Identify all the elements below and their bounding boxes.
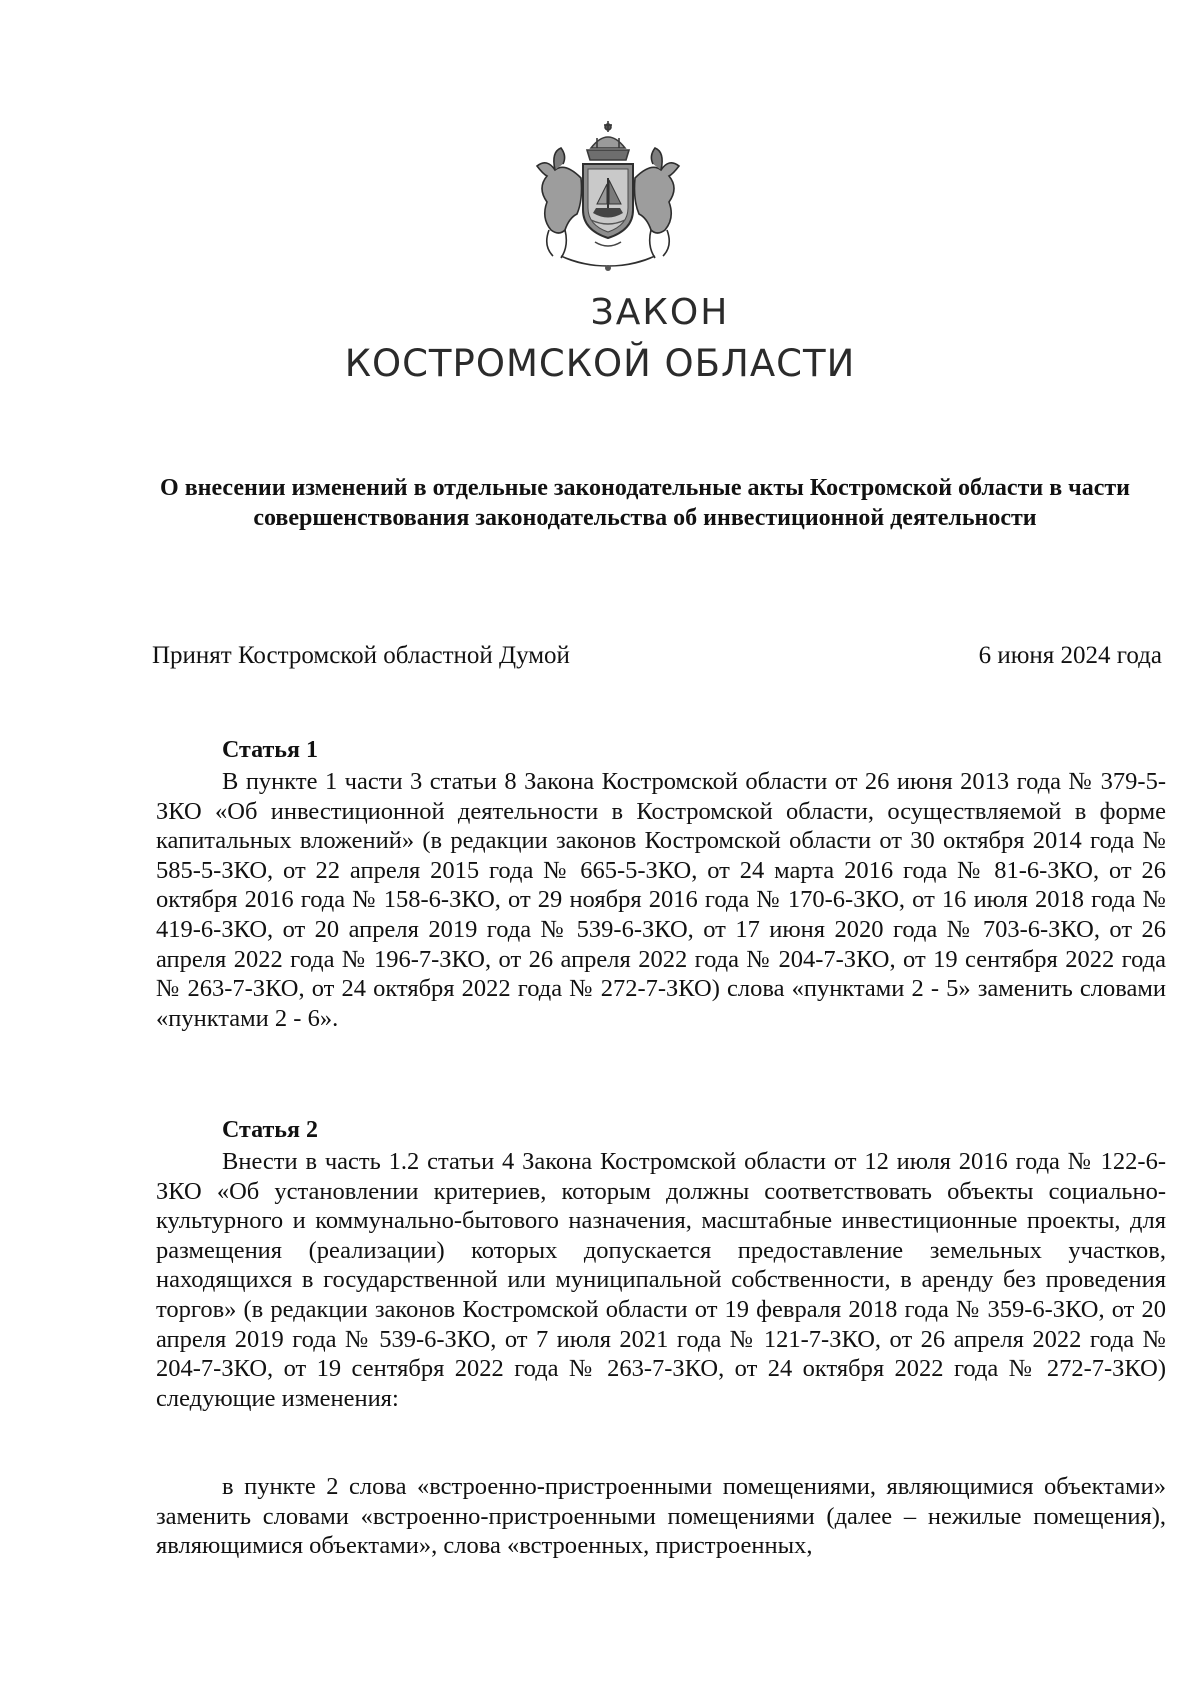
law-heading-line1: ЗАКОН (590, 292, 730, 333)
article-1-text: В пункте 1 части 3 статьи 8 Закона Костромской области от 26 июня 2013 года № 379-5-ЗКО «Об инвестиционной деятельности в Костромской области, осуществляемой в форме капитальных вложений» (в редакции законов Костромской области от 30 октября 2014 года № 585-5-ЗКО, от 22 апреля 2015 года № 665-5-ЗКО, от 24 марта 2016 года № 81-6-ЗКО, от 26 октября 2016 года № 158-6-ЗКО, от 29 ноября 2016 года № 170-6-ЗКО, от 16 июля 2018 года № 419-6-ЗКО, от 20 апреля 2019 года № 539-6-ЗКО, от 17 июня 2020 года № 703-6-ЗКО, от 26 апреля 2022 года № 196-7-ЗКО, от 26 апреля 2022 года № 204-7-ЗКО, от 19 сентября 2022 года № 263-7-ЗКО, от 24 октября 2022 года № 272-7-ЗКО) слова «пунктами 2 - 5» заменить словами «пунктами 2 - 6». (156, 768, 1166, 1032)
law-subject-title: О внесении изменений в отдельные законодательные акты Костромской области в части совершенствования законодательства об инвестиционной деятельности (160, 475, 1130, 531)
article-2-text: Внести в часть 1.2 статьи 4 Закона Костромской области от 12 июля 2016 года № 122-6-ЗКО «Об установлении критериев, которым должны соответствовать объекты социально-культурного и коммунально-бытового назначения, масштабные инвестиционные проекты, для размещения (реализации) которых допускается предоставление земельных участков, находящихся в государственной или муниципальной собственности, в аренду без проведения торгов» (в редакции законов Костромской области от 19 февраля 2018 года № 359-6-ЗКО, от 20 апреля 2019 года № 539-6-ЗКО, от 7 июля 2021 года № 121-7-ЗКО, от 26 апреля 2022 года № 204-7-ЗКО, от 19 сентября 2022 года № 263-7-ЗКО, от 24 октября 2022 года № 272-7-ЗКО) следующие изменения: (156, 1148, 1166, 1412)
adoption-line (152, 641, 1162, 671)
article-1-title: Статья 1 (222, 737, 318, 763)
adoption-date: 6 июня 2024 года (978, 642, 1162, 669)
law-heading-line2: КОСТРОМСКОЙ ОБЛАСТИ (344, 342, 856, 385)
kostroma-oblast-coat-of-arms-icon (525, 118, 691, 278)
adopted-by: Принят Костромской областной Думой (152, 642, 570, 669)
article-2-item-1: в пункте 2 слова «встроенно-пристроенными помещениями, являющимися объектами» заменить словами «встроенно-пристроенными помещениями (далее – нежилые помещения), являющимися объектами», слова «встроенных, пристроенных, (156, 1473, 1166, 1560)
article-2-title: Статья 2 (222, 1117, 318, 1143)
